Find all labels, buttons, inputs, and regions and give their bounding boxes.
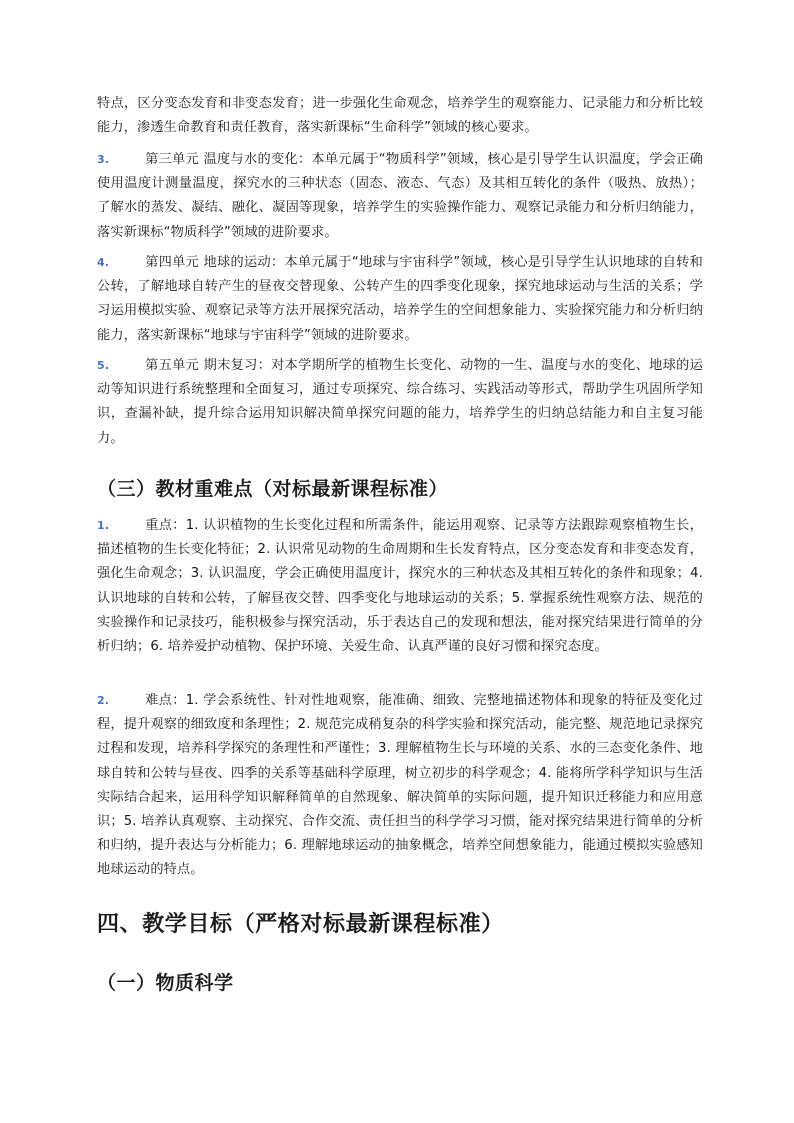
list-number: 2. [97,694,110,707]
list-number: 3. [97,153,110,166]
section-heading-teaching-goals: 四、教学目标（严格对标最新课程标准） [97,912,504,937]
subsection-heading-material-science: （一）物质科学 [97,972,234,994]
key-points-text: 重点：1. 认识植物的生长变化过程和所需条件，能运用观察、记录等方法跟踪观察植物生长，描述植物的生长变化特征；2. 认识常见动物的生命周期和生长发育特点，区分变态发育和非变态发育，强化生命观念；3. 认识温度，学会正确使用温度计，探究水的三种状态及其相互转化的条件和现象；4. 认识地球的自转和公转，了解昼夜交替、四季变化与地球运动的关系；5. 掌握系统性观察方法、规范的实验操作和记录技巧，能积极参与探究活动，乐于表达自己的发现和想法，能对探究结果进行简单的分析归纳；6. 培养爱护动植物、保护环境、关爱生命、认真严谨的良好习惯和探究态度。 [97,518,703,655]
list-number: 5. [97,359,110,372]
unit4-paragraph [97,251,703,348]
key-points-paragraph [97,514,703,659]
unit5-paragraph [97,354,703,451]
list-number: 1. [97,519,110,532]
unit3-paragraph [97,148,703,245]
intro-paragraph [97,92,703,140]
unit4-text: 第四单元 地球的运动：本单元属于“地球与宇宙科学”领域，核心是引导学生认识地球的自转和公转，了解地球自转产生的昼夜交替现象、公转产生的四季变化现象，探究地球运动与生活的关系；学习运用模拟实验、观察记录等方法开展探究活动，培养学生的空间想象能力、实验探究能力和分析归纳能力，落实新课标“地球与宇宙科学”领域的进阶要求。 [97,255,703,343]
unit5-text: 第五单元 期末复习：对本学期所学的植物生长变化、动物的一生、温度与水的变化、地球的运动等知识进行系统整理和全面复习，通过专项探究、综合练习、实践活动等形式，帮助学生巩固所学知识，查漏补缺，提升综合运用知识解决简单探究问题的能力，培养学生的归纳总结能力和自主复习能力。 [97,358,703,446]
intro-text: 特点，区分变态发育和非变态发育；进一步强化生命观念，培养学生的观察能力、记录能力和分析比较能力，渗透生命教育和责任教育，落实新课标“生命科学”领域的核心要求。 [97,96,703,136]
unit3-text: 第三单元 温度与水的变化：本单元属于“物质科学”领域，核心是引导学生认识温度，学会正确使用温度计测量温度，探究水的三种状态（固态、液态、气态）及其相互转化的条件（吸热、放热）；了解水的蒸发、凝结、融化、凝固等现象，培养学生的实验操作能力、观察记录能力和分析归纳能力，落实新课标“物质科学”领域的进阶要求。 [97,152,703,240]
difficult-points-paragraph [97,689,703,883]
section-heading-key-points: （三）教材重难点（对标最新课程标准） [97,478,449,500]
difficult-points-text: 难点：1. 学会系统性、针对性地观察，能准确、细致、完整地描述物体和现象的特征及变化过程，提升观察的细致度和条理性；2. 规范完成稍复杂的科学实验和探究活动，能完整、规范地记录探究过程和发现，培养科学探究的条理性和严谨性；3. 理解植物生长与环境的关系、水的三态变化条件、地球自转和公转与昼夜、四季的关系等基础科学原理，树立初步的科学观念；4. 能将所学科学知识与生活实际结合起来，运用科学知识解释简单的自然现象、解决简单的实际问题，提升知识迁移能力和应用意识；5. 培养认真观察、主动探究、合作交流、责任担当的科学学习习惯，能对探究结果进行简单的分析和归纳，提升表达与分析能力；6. 理解地球运动的抽象概念，培养空间想象能力，能通过模拟实验感知地球运动的特点。 [97,693,703,878]
list-number: 4. [97,256,110,269]
